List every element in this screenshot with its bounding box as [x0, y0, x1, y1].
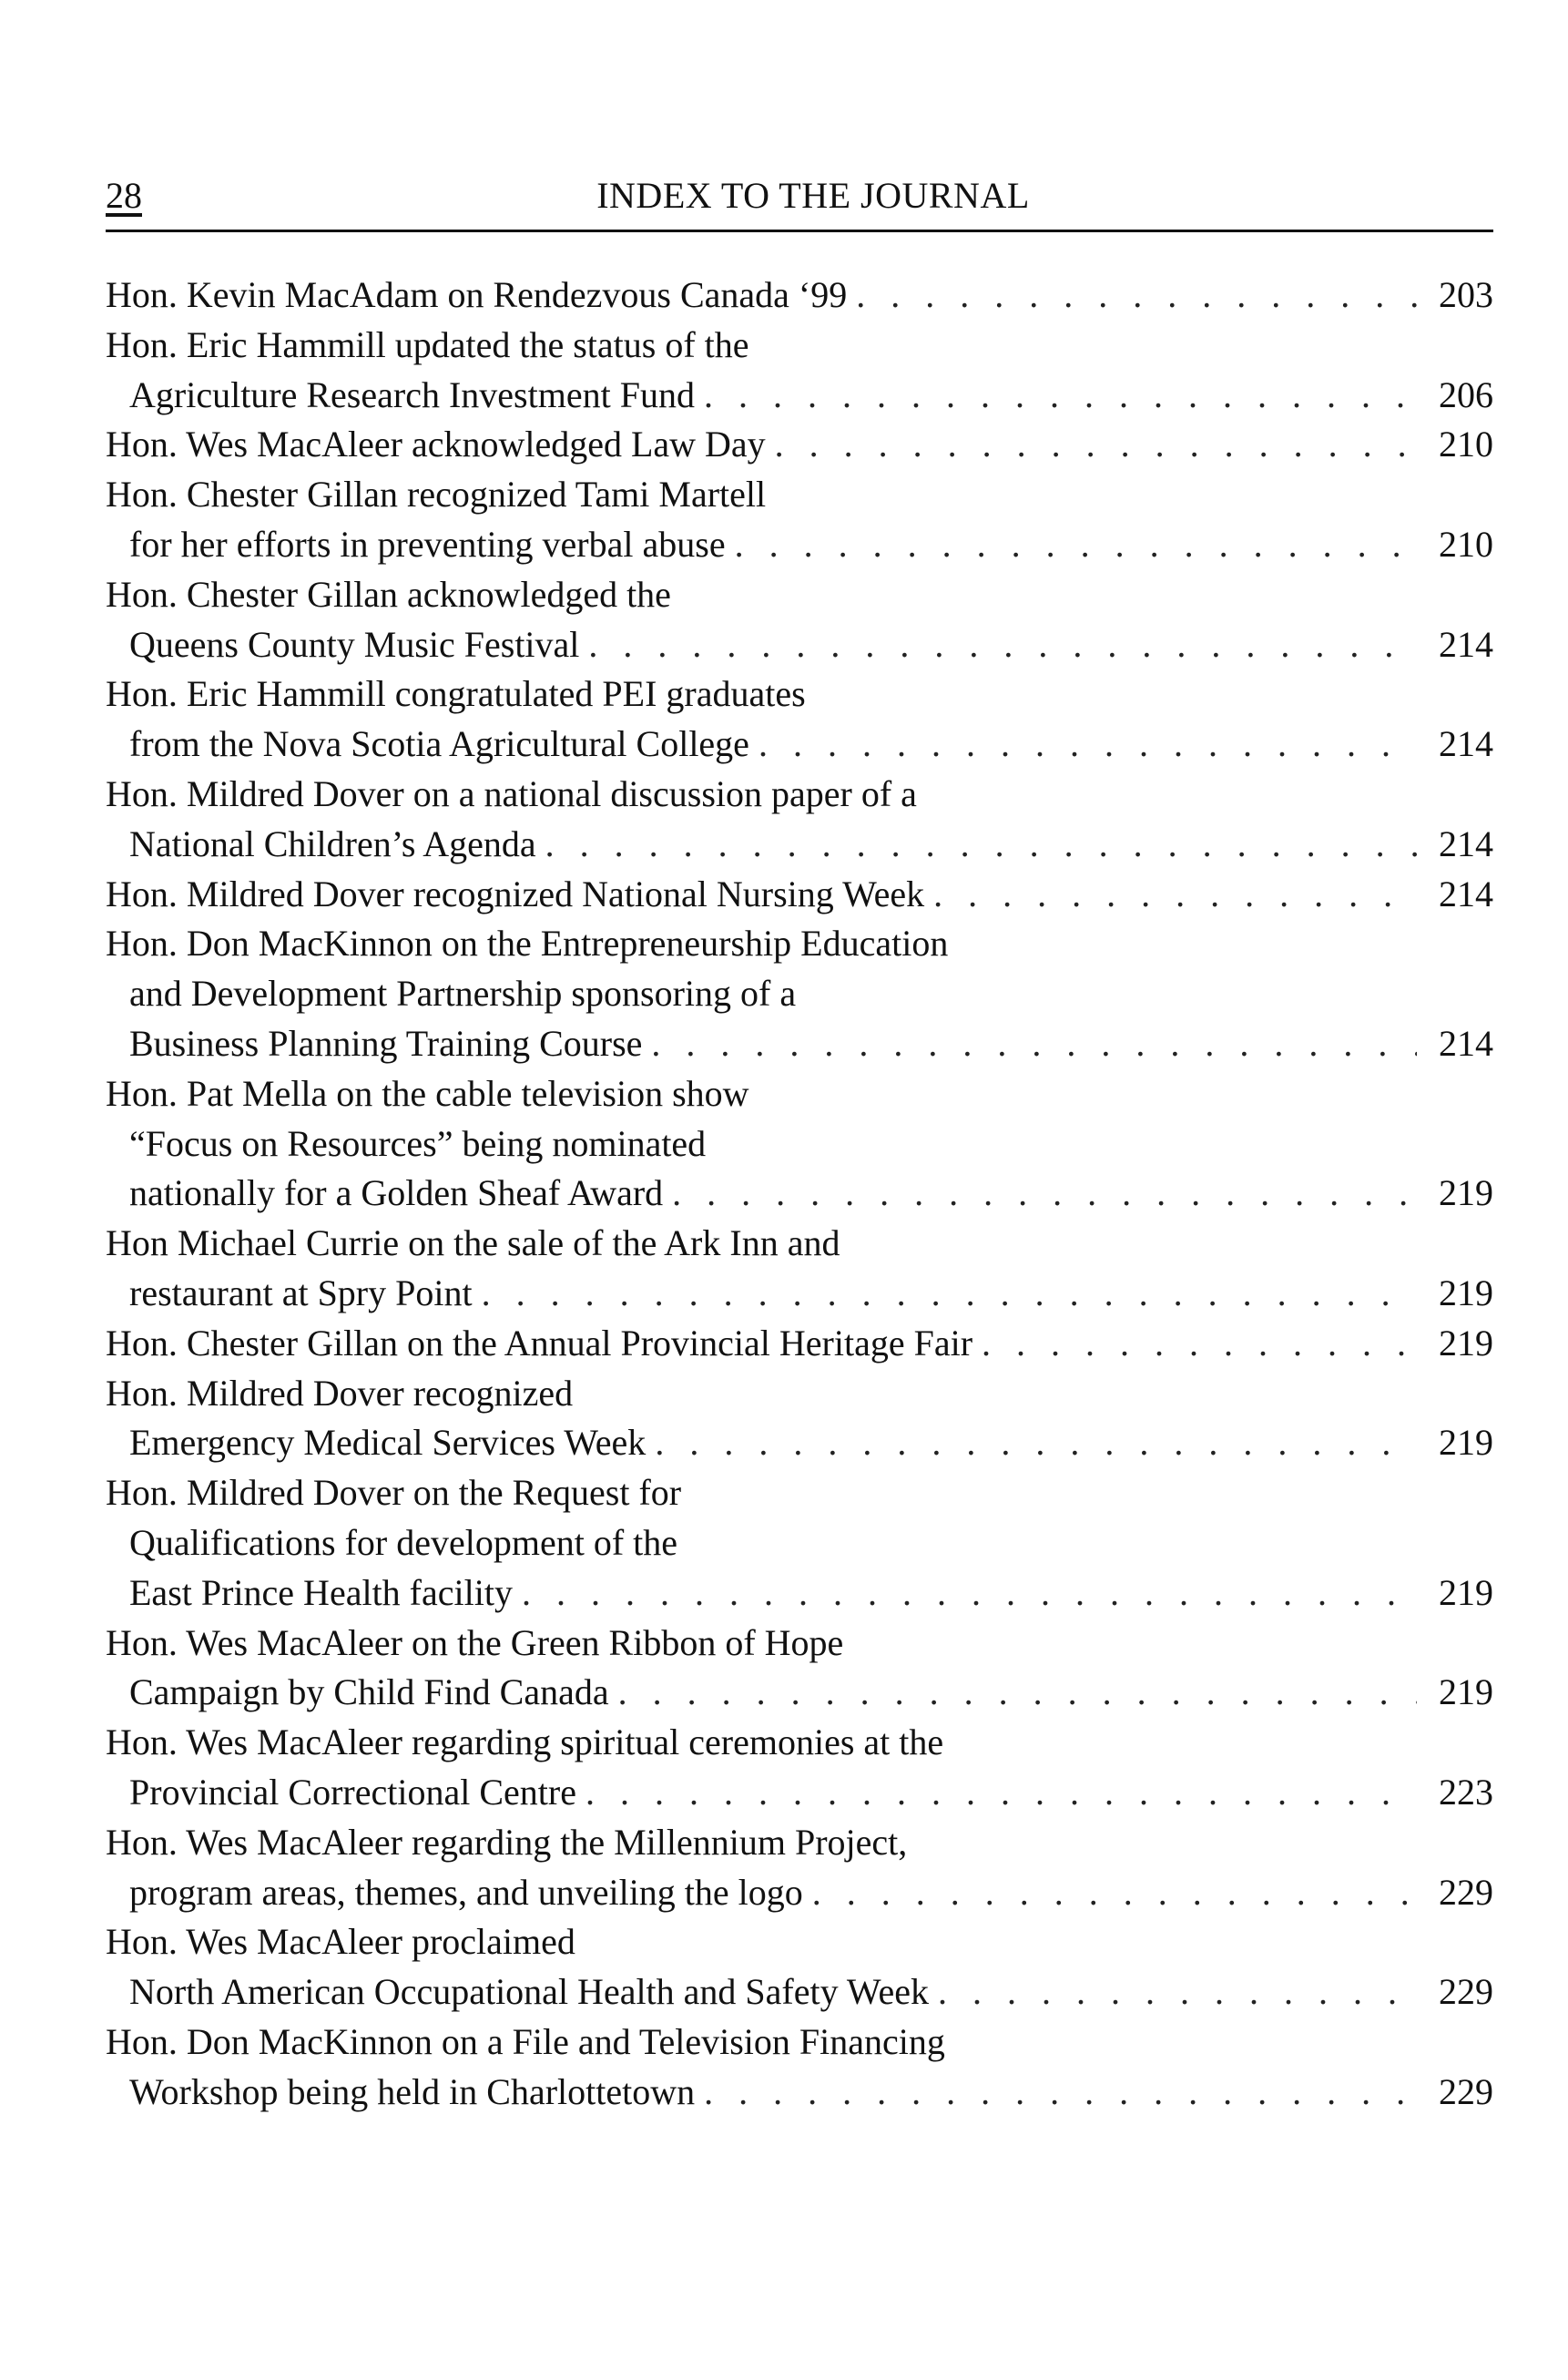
index-entry-text: National Children’s Agenda [129, 822, 536, 864]
index-entry-line [106, 1768, 1493, 1818]
dot-leader [938, 1967, 1417, 2017]
index-entry-line [106, 1718, 1493, 1768]
page-header [106, 173, 1493, 232]
index-entry [106, 570, 1493, 670]
index-page-number: 229 [1439, 1871, 1493, 1913]
index-entry-text: Hon. Don MacKinnon on a File and Television Financing [106, 2020, 945, 2062]
index-entry-text: North American Occupational Health and Safety Week [129, 1971, 929, 2013]
index-entry-line [106, 1518, 1493, 1568]
index-page-number: 214 [1439, 873, 1493, 914]
index-entry-text: Hon. Eric Hammill congratulated PEI graduates [106, 673, 806, 715]
index-entry-line [106, 271, 1493, 321]
index-page-number: 219 [1439, 1172, 1493, 1214]
index-entry-text: Emergency Medical Services Week [129, 1422, 647, 1464]
index-page-number: 214 [1439, 723, 1493, 765]
index-entry-line [106, 1868, 1493, 1918]
index-entry-text: Workshop being held in Charlottetown [129, 2070, 696, 2112]
index-entry-line [106, 1468, 1493, 1518]
index-entry [106, 1468, 1493, 1618]
index-entry-text: Hon. Wes MacAleer acknowledged Law Day [106, 424, 766, 465]
index-entry-line [106, 1269, 1493, 1319]
dot-leader [482, 1269, 1417, 1319]
dot-leader [585, 1768, 1417, 1818]
dot-leader [759, 720, 1417, 770]
index-page-number: 214 [1439, 623, 1493, 665]
index-entry-line [106, 1019, 1493, 1069]
index-entry [106, 1319, 1493, 1369]
index-entry-text: Hon. Chester Gillan acknowledged the [106, 573, 671, 615]
index-entries [106, 271, 1493, 2117]
index-entry [106, 2017, 1493, 2118]
index-entry [106, 770, 1493, 870]
index-page-number: 229 [1439, 2070, 1493, 2112]
dot-leader [704, 371, 1417, 421]
index-entry-text: Queens County Music Festival [129, 623, 580, 665]
index-entry-line [106, 2017, 1493, 2068]
dot-leader [588, 620, 1417, 670]
index-entry-text: Hon. Pat Mella on the cable television show [106, 1072, 749, 1114]
dot-leader [735, 520, 1417, 570]
index-entry-line [106, 820, 1493, 870]
dot-leader [982, 1319, 1417, 1369]
dot-leader [655, 1418, 1417, 1468]
index-entry-line [106, 1169, 1493, 1219]
dot-leader [672, 1169, 1417, 1219]
index-page-number: 219 [1439, 1422, 1493, 1464]
running-head: INDEX TO THE JOURNAL [596, 175, 1030, 216]
index-entry [106, 1219, 1493, 1319]
index-entry-text: Hon. Wes MacAleer regarding the Millennium Project, [106, 1821, 908, 1863]
index-entry-text: Campaign by Child Find Canada [129, 1671, 609, 1713]
index-entry-text: Hon. Wes MacAleer proclaimed [106, 1921, 575, 1963]
dot-leader [812, 1868, 1417, 1918]
index-page-number: 223 [1439, 1771, 1493, 1813]
index-entry-line [106, 371, 1493, 421]
dot-leader [545, 820, 1417, 870]
index-entry-line [106, 321, 1493, 371]
index-entry-text: Agriculture Research Investment Fund [129, 373, 695, 415]
index-entry [106, 271, 1493, 321]
index-entry-line [106, 420, 1493, 470]
index-entry-text: “Focus on Resources” being nominated [129, 1122, 707, 1164]
index-entry-line [106, 1119, 1493, 1170]
dot-leader [856, 271, 1417, 321]
index-entry-line [106, 570, 1493, 620]
index-entry-line [106, 1967, 1493, 2017]
dot-leader [522, 1568, 1417, 1619]
index-entry [106, 321, 1493, 421]
index-entry-line [106, 669, 1493, 720]
index-page-number: 214 [1439, 1022, 1493, 1064]
index-entry-text: Hon. Eric Hammill updated the status of the [106, 323, 749, 365]
index-entry-line [106, 1917, 1493, 1967]
index-entry-text: Hon. Mildred Dover recognized [106, 1372, 574, 1414]
index-entry-text: restaurant at Spry Point [129, 1272, 473, 1313]
index-entry-line [106, 470, 1493, 520]
page-number: 28 [106, 175, 142, 216]
index-entry-line [106, 1219, 1493, 1269]
index-entry-line [106, 2068, 1493, 2118]
index-entry-text: Hon. Don MacKinnon on the Entrepreneurship Education [106, 923, 949, 965]
index-entry-text: Hon. Wes MacAleer regarding spiritual ceremonies at the [106, 1721, 944, 1763]
index-entry-text: program areas, themes, and unveiling the logo [129, 1871, 803, 1913]
index-entry-line [106, 720, 1493, 770]
index-page-number: 219 [1439, 1322, 1493, 1364]
index-entry [106, 1619, 1493, 1719]
index-entry-line [106, 919, 1493, 969]
index-entry [106, 420, 1493, 470]
index-entry [106, 1718, 1493, 1818]
index-entry [106, 1369, 1493, 1469]
index-page-number: 210 [1439, 424, 1493, 465]
dot-leader [775, 420, 1417, 470]
dot-leader [618, 1668, 1417, 1718]
index-entry-line [106, 1568, 1493, 1619]
index-entry-line [106, 1369, 1493, 1419]
index-entry-line [106, 1818, 1493, 1868]
index-entry [106, 1069, 1493, 1219]
index-entry-line [106, 620, 1493, 670]
dot-leader [933, 870, 1417, 920]
index-entry-line [106, 770, 1493, 820]
index-entry-line [106, 1069, 1493, 1119]
index-entry [106, 919, 1493, 1068]
index-entry-line [106, 1619, 1493, 1669]
index-entry-text: Hon. Chester Gillan recognized Tami Martell [106, 474, 767, 516]
index-entry-text: Hon Michael Currie on the sale of the Ark Inn and [106, 1222, 840, 1264]
index-entry-text: Hon. Kevin MacAdam on Rendezvous Canada ‘99 [106, 274, 848, 315]
index-page-number: 229 [1439, 1971, 1493, 2013]
index-entry-text: nationally for a Golden Sheaf Award [129, 1172, 664, 1214]
index-entry-line [106, 520, 1493, 570]
index-page [106, 173, 1493, 2117]
index-entry [106, 669, 1493, 770]
index-page-number: 210 [1439, 523, 1493, 565]
index-entry [106, 1917, 1493, 2017]
index-entry-text: and Development Partnership sponsoring of a [129, 973, 797, 1015]
index-entry-line [106, 870, 1493, 920]
dot-leader [651, 1019, 1417, 1069]
index-page-number: 206 [1439, 373, 1493, 415]
index-page-number: 219 [1439, 1571, 1493, 1613]
index-entry-line [106, 1418, 1493, 1468]
index-entry-text: Qualifications for development of the [129, 1521, 678, 1563]
index-entry-text: East Prince Health facility [129, 1571, 513, 1613]
index-entry-text: from the Nova Scotia Agricultural College [129, 723, 749, 765]
index-entry-line [106, 1668, 1493, 1718]
index-page-number: 214 [1439, 822, 1493, 864]
index-entry [106, 470, 1493, 570]
index-entry [106, 870, 1493, 920]
index-entry-line [106, 1319, 1493, 1369]
index-entry-text: for her efforts in preventing verbal abuse [129, 523, 726, 565]
dot-leader [704, 2068, 1417, 2118]
index-entry-text: Hon. Mildred Dover on a national discussion paper of a [106, 772, 917, 814]
index-entry-text: Business Planning Training Course [129, 1022, 643, 1064]
index-page-number: 203 [1439, 274, 1493, 315]
index-page-number: 219 [1439, 1671, 1493, 1713]
index-entry-text: Provincial Correctional Centre [129, 1771, 576, 1813]
index-page-number: 219 [1439, 1272, 1493, 1313]
index-entry-line [106, 969, 1493, 1019]
index-entry-text: Hon. Wes MacAleer on the Green Ribbon of Hope [106, 1621, 844, 1663]
index-entry [106, 1818, 1493, 1918]
index-entry-text: Hon. Mildred Dover on the Request for [106, 1472, 682, 1514]
index-entry-text: Hon. Mildred Dover recognized National Nursing Week [106, 873, 925, 914]
index-entry-text: Hon. Chester Gillan on the Annual Provincial Heritage Fair [106, 1322, 973, 1364]
